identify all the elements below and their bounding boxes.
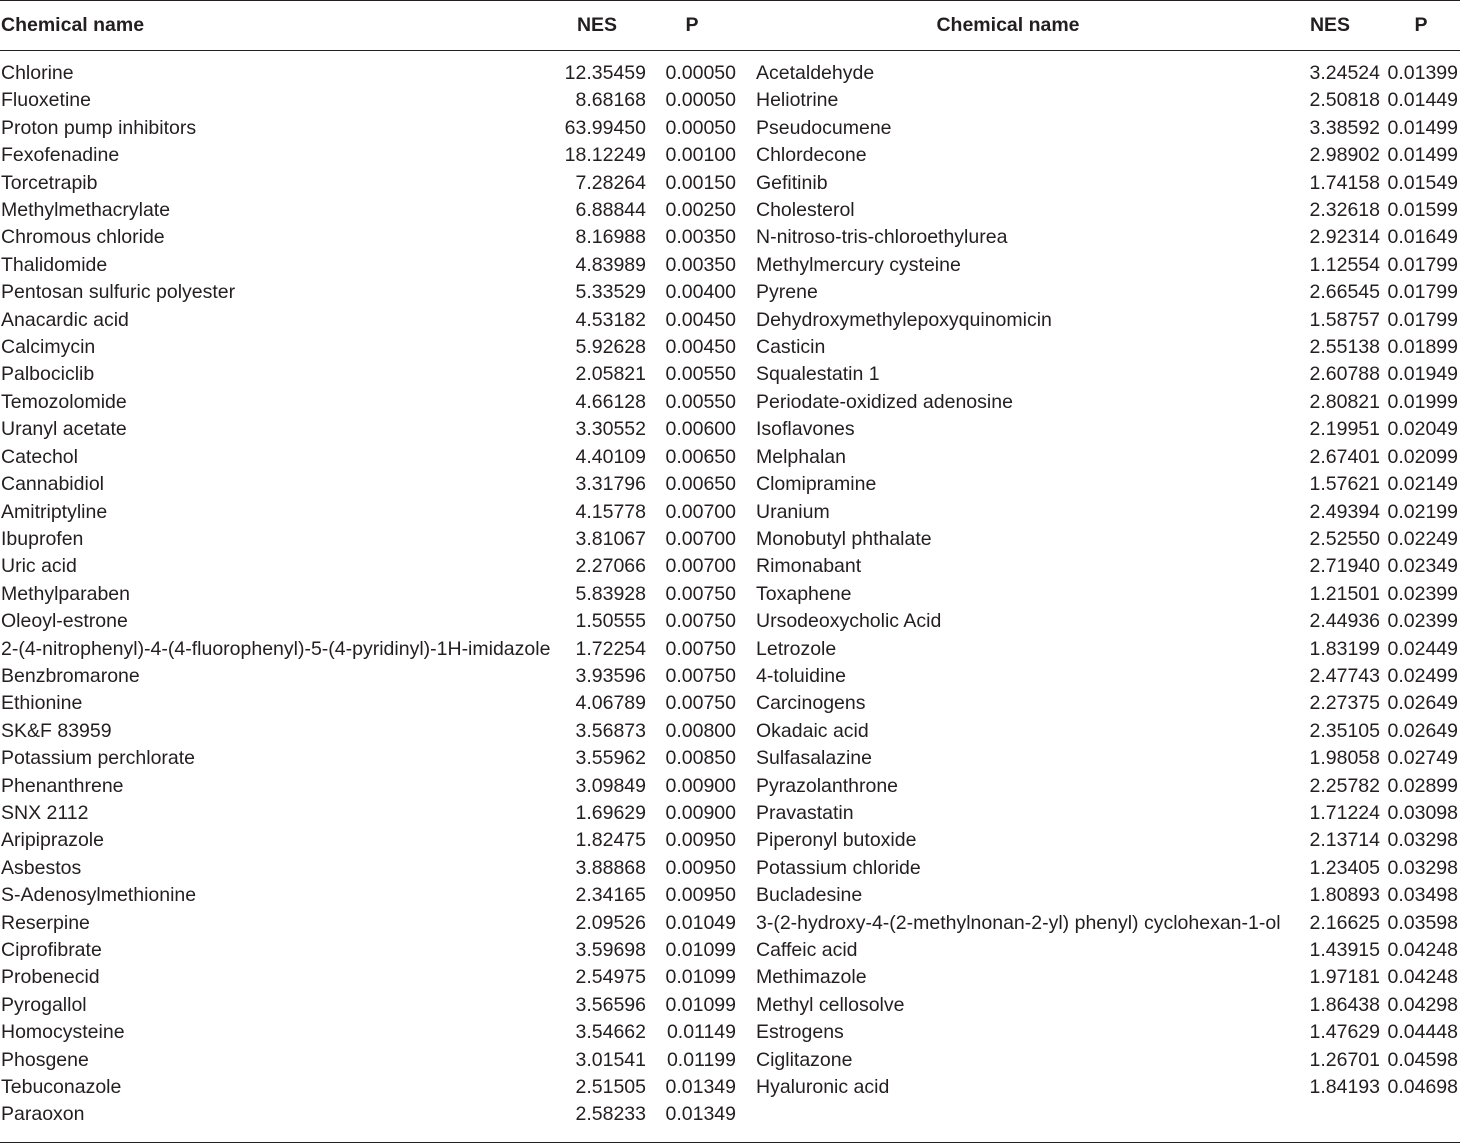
chemical-name-cell: 2-(4-nitrophenyl)-4-(4-fluorophenyl)-5-(4-pyridinyl)-1H-imidazole xyxy=(1,637,551,660)
chemical-name-cell: Bucladesine xyxy=(756,884,863,907)
nes-cell: 3.38592 xyxy=(1309,116,1380,139)
table-row xyxy=(0,1019,1460,1046)
p-value-cell: 0.04448 xyxy=(1387,1021,1458,1044)
nes-cell: 4.40109 xyxy=(575,445,646,468)
table-row xyxy=(0,50,1460,87)
p-value-cell: 0.01599 xyxy=(1387,199,1458,222)
table-row xyxy=(0,608,1460,635)
nes-cell: 3.88868 xyxy=(575,856,646,879)
chemical-name-cell: Uranium xyxy=(756,500,830,523)
table-row xyxy=(0,800,1460,827)
header-p-right: P xyxy=(1414,13,1428,36)
table-row xyxy=(0,581,1460,608)
nes-cell: 3.56873 xyxy=(575,719,646,742)
chemical-name-cell: Ibuprofen xyxy=(1,527,84,550)
nes-cell: 2.32618 xyxy=(1309,199,1380,222)
nes-cell: 1.71224 xyxy=(1309,801,1380,824)
chemical-name-cell: Acetaldehyde xyxy=(756,62,875,84)
table-row xyxy=(0,334,1460,361)
p-value-cell: 0.04248 xyxy=(1387,966,1458,989)
p-value-cell: 0.01649 xyxy=(1387,226,1458,249)
table-row xyxy=(0,718,1460,745)
chemical-name-cell: Rimonabant xyxy=(756,555,862,578)
chemical-name-cell: Dehydroxymethylepoxyquinomicin xyxy=(756,308,1052,331)
nes-cell: 2.19951 xyxy=(1309,418,1380,441)
chemical-name-cell: Phenanthrene xyxy=(1,774,124,797)
nes-cell: 1.84193 xyxy=(1309,1076,1380,1099)
chemical-name-cell: Letrozole xyxy=(756,637,837,660)
chemical-name-cell: Methimazole xyxy=(756,966,867,989)
p-value-cell: 0.00400 xyxy=(665,281,736,304)
chemical-name-cell: Carcinogens xyxy=(756,692,866,715)
nes-cell: 3.54662 xyxy=(575,1021,646,1044)
header-row xyxy=(0,0,1460,50)
table-row xyxy=(0,444,1460,471)
p-value-cell: 0.00650 xyxy=(665,473,736,496)
nes-cell: 3.30552 xyxy=(575,418,646,441)
p-value-cell: 0.03098 xyxy=(1387,801,1458,824)
nes-cell: 2.27066 xyxy=(575,555,646,578)
chemical-name-cell: 3-(2-hydroxy-4-(2-methylnonan-2-yl) phenyl) cyclohexan-1-ol xyxy=(756,911,1281,934)
chemical-name-cell: Piperonyl butoxide xyxy=(756,829,917,852)
p-value-cell: 0.02899 xyxy=(1387,774,1458,797)
table-row xyxy=(0,663,1460,690)
nes-cell: 1.80893 xyxy=(1309,884,1380,907)
nes-cell: 5.83928 xyxy=(575,582,646,605)
table-row xyxy=(0,1047,1460,1074)
p-value-cell: 0.00250 xyxy=(665,199,736,222)
table-row xyxy=(0,1074,1460,1101)
nes-cell: 3.59698 xyxy=(575,939,646,961)
nes-cell: 1.83199 xyxy=(1309,637,1380,660)
nes-cell: 2.16625 xyxy=(1309,911,1380,934)
nes-cell: 3.09849 xyxy=(575,774,646,797)
chemical-name-cell: Hyaluronic acid xyxy=(756,1076,890,1099)
nes-cell: 1.57621 xyxy=(1309,473,1380,496)
nes-cell: 1.50555 xyxy=(575,610,646,633)
chemical-name-cell: Monobutyl phthalate xyxy=(756,527,932,550)
table-row xyxy=(0,855,1460,882)
p-value-cell: 0.02149 xyxy=(1387,473,1458,496)
chemical-name-cell: Methylmercury cysteine xyxy=(756,253,961,276)
p-value-cell: 0.02049 xyxy=(1387,418,1458,441)
nes-cell: 3.01541 xyxy=(575,1048,646,1071)
chemical-name-cell: Methylparaben xyxy=(1,582,130,605)
table-row xyxy=(0,773,1460,800)
table-row xyxy=(0,471,1460,498)
chemical-name-cell: Ethionine xyxy=(1,692,83,715)
table-row xyxy=(0,910,1460,937)
table-row xyxy=(0,499,1460,526)
p-value-cell: 0.01799 xyxy=(1387,308,1458,331)
nes-cell: 2.71940 xyxy=(1309,555,1380,578)
chemical-name-cell: SK&F 83959 xyxy=(1,719,112,742)
chemical-name-cell: Phosgene xyxy=(1,1048,89,1071)
chemical-name-cell: Pyrogallol xyxy=(1,993,87,1016)
chemical-name-cell: Potassium perchlorate xyxy=(1,747,196,770)
chemical-name-cell: Oleoyl-estrone xyxy=(1,610,128,633)
p-value-cell: 0.01149 xyxy=(666,1021,736,1044)
p-value-cell: 0.02199 xyxy=(1387,500,1458,523)
p-value-cell: 0.00100 xyxy=(665,144,736,167)
nes-cell: 2.60788 xyxy=(1309,363,1380,386)
chemical-name-cell: Tebuconazole xyxy=(1,1076,122,1099)
nes-cell: 12.35459 xyxy=(564,62,646,84)
p-value-cell: 0.03298 xyxy=(1387,856,1458,879)
header-chemical-name-left: Chemical name xyxy=(1,13,145,36)
chemical-name-cell: Fluoxetine xyxy=(1,89,91,112)
chemical-name-cell: Pyrazolanthrone xyxy=(756,774,899,797)
chemical-name-cell: Periodate-oxidized adenosine xyxy=(756,390,1013,413)
chemical-name-cell: Chromous chloride xyxy=(1,226,165,249)
nes-cell: 1.82475 xyxy=(575,829,646,852)
p-value-cell: 0.02749 xyxy=(1387,747,1458,770)
chemical-name-cell: Pravastatin xyxy=(756,801,854,824)
p-value-cell: 0.01549 xyxy=(1387,171,1458,194)
table-row xyxy=(0,389,1460,416)
nes-cell: 1.26701 xyxy=(1309,1048,1380,1071)
nes-cell: 2.92314 xyxy=(1309,226,1380,249)
nes-cell: 5.92628 xyxy=(575,336,646,359)
chemical-name-cell: Paraoxon xyxy=(1,1103,85,1126)
nes-cell: 4.15778 xyxy=(575,500,646,523)
p-value-cell: 0.02649 xyxy=(1387,692,1458,715)
p-value-cell: 0.00900 xyxy=(665,774,736,797)
nes-cell: 1.72254 xyxy=(575,637,646,660)
chemical-name-cell: Asbestos xyxy=(1,856,82,879)
p-value-cell: 0.00050 xyxy=(665,116,736,139)
nes-cell: 1.21501 xyxy=(1309,582,1380,605)
p-value-cell: 0.00700 xyxy=(665,555,736,578)
nes-cell: 1.97181 xyxy=(1309,966,1380,989)
p-value-cell: 0.01949 xyxy=(1387,363,1458,386)
nes-cell: 2.47743 xyxy=(1309,664,1380,687)
header-p-left: P xyxy=(685,13,699,36)
p-value-cell: 0.01099 xyxy=(665,993,736,1016)
chemical-name-cell: Aripiprazole xyxy=(1,829,104,852)
p-value-cell: 0.02399 xyxy=(1387,610,1458,633)
nes-cell: 63.99450 xyxy=(564,116,646,139)
p-value-cell: 0.00750 xyxy=(665,582,736,605)
p-value-cell: 0.02349 xyxy=(1387,555,1458,578)
chemical-name-cell: Catechol xyxy=(1,445,78,468)
chemical-name-cell: 4-toluidine xyxy=(756,664,846,687)
chemical-name-cell: Palbociclib xyxy=(1,363,95,386)
nes-cell: 4.83989 xyxy=(575,253,646,276)
table-row xyxy=(0,197,1460,224)
p-value-cell: 0.02649 xyxy=(1387,719,1458,742)
nes-cell: 2.35105 xyxy=(1309,719,1380,742)
table-row xyxy=(0,937,1460,964)
p-value-cell: 0.00750 xyxy=(665,610,736,633)
p-value-cell: 0.02449 xyxy=(1387,637,1458,660)
chemical-name-cell: Clomipramine xyxy=(756,473,877,496)
p-value-cell: 0.00050 xyxy=(665,62,736,84)
chemical-name-cell: Methyl cellosolve xyxy=(756,993,905,1016)
chemical-name-cell: Ursodeoxycholic Acid xyxy=(756,610,942,633)
header-nes-right: NES xyxy=(1309,13,1351,36)
table-row xyxy=(0,252,1460,279)
nes-cell: 1.43915 xyxy=(1309,939,1380,961)
p-value-cell: 0.00900 xyxy=(665,801,736,824)
chemical-name-cell: Estrogens xyxy=(756,1021,844,1044)
table-row xyxy=(0,87,1460,114)
nes-cell: 2.49394 xyxy=(1309,500,1380,523)
nes-cell: 1.86438 xyxy=(1309,993,1380,1016)
p-value-cell: 0.00350 xyxy=(665,253,736,276)
p-value-cell: 0.02099 xyxy=(1387,445,1458,468)
header-chemical-name-right: Chemical name xyxy=(936,13,1080,36)
nes-cell: 2.51505 xyxy=(575,1076,646,1099)
nes-cell: 2.66545 xyxy=(1309,281,1380,304)
nes-cell: 2.80821 xyxy=(1309,390,1380,413)
chemical-name-cell: Proton pump inhibitors xyxy=(1,116,197,139)
chemical-name-cell: Toxaphene xyxy=(756,582,852,605)
nes-cell: 2.27375 xyxy=(1309,692,1380,715)
p-value-cell: 0.01199 xyxy=(666,1048,736,1071)
p-value-cell: 0.03298 xyxy=(1387,829,1458,852)
nes-cell: 3.93596 xyxy=(575,664,646,687)
nes-cell: 2.05821 xyxy=(575,363,646,386)
nes-cell: 2.50818 xyxy=(1309,89,1380,112)
p-value-cell: 0.00550 xyxy=(665,363,736,386)
chemical-name-cell: Okadaic acid xyxy=(756,719,869,742)
chemical-name-cell: Probenecid xyxy=(1,966,100,989)
table-row xyxy=(0,526,1460,553)
nes-cell: 3.24524 xyxy=(1309,62,1380,84)
p-value-cell: 0.01499 xyxy=(1387,144,1458,167)
nes-cell: 4.66128 xyxy=(575,390,646,413)
table-row xyxy=(0,115,1460,142)
chemical-name-cell: Pentosan sulfuric polyester xyxy=(1,281,236,304)
nes-cell: 6.88844 xyxy=(575,199,646,222)
table-row xyxy=(0,416,1460,443)
bottom-rule xyxy=(0,1142,1460,1143)
table-row xyxy=(0,964,1460,991)
chemical-name-cell: Sulfasalazine xyxy=(756,747,872,770)
p-value-cell: 0.01049 xyxy=(665,911,736,934)
chemical-name-cell: N-nitroso-tris-chloroethylurea xyxy=(756,226,1008,249)
nes-cell: 2.25782 xyxy=(1309,774,1380,797)
nes-cell: 8.16988 xyxy=(575,226,646,249)
nes-cell: 1.74158 xyxy=(1309,171,1380,194)
table-row xyxy=(0,690,1460,717)
table-row xyxy=(0,882,1460,909)
chemical-name-cell: Melphalan xyxy=(756,445,846,468)
chemical-name-cell: Casticin xyxy=(756,336,826,359)
table-row xyxy=(0,170,1460,197)
table-row xyxy=(0,827,1460,854)
table-row xyxy=(0,224,1460,251)
chemical-name-cell: Pseudocumene xyxy=(756,116,892,139)
chemical-name-cell: Gefitinib xyxy=(756,171,828,194)
p-value-cell: 0.00450 xyxy=(665,336,736,359)
chemical-name-cell: Torcetrapib xyxy=(1,171,98,194)
chemical-name-cell: S-Adenosylmethionine xyxy=(1,884,197,907)
chemical-name-cell: Fexofenadine xyxy=(1,144,120,167)
nes-cell: 3.56596 xyxy=(575,993,646,1016)
chemical-name-cell: Ciprofibrate xyxy=(1,939,102,961)
p-value-cell: 0.00050 xyxy=(665,89,736,112)
table-row xyxy=(0,636,1460,663)
p-value-cell: 0.00950 xyxy=(665,829,736,852)
nes-cell: 2.09526 xyxy=(575,911,646,934)
p-value-cell: 0.00950 xyxy=(665,884,736,907)
chemical-name-cell: Uric acid xyxy=(1,555,77,578)
nes-cell: 4.06789 xyxy=(575,692,646,715)
p-value-cell: 0.01799 xyxy=(1387,281,1458,304)
chemical-name-cell: Methylmethacrylate xyxy=(1,199,171,222)
chemical-name-cell: Cannabidiol xyxy=(1,473,104,496)
nes-cell: 2.67401 xyxy=(1309,445,1380,468)
p-value-cell: 0.01349 xyxy=(665,1103,736,1126)
p-value-cell: 0.01999 xyxy=(1387,390,1458,413)
p-value-cell: 0.00700 xyxy=(665,500,736,523)
p-value-cell: 0.01099 xyxy=(665,966,736,989)
p-value-cell: 0.01449 xyxy=(1387,89,1458,112)
chemical-name-cell: Chlorine xyxy=(1,62,74,84)
nes-cell: 3.31796 xyxy=(575,473,646,496)
nes-cell: 2.98902 xyxy=(1309,144,1380,167)
table-body xyxy=(0,50,1460,1129)
nes-cell: 1.12554 xyxy=(1309,253,1380,276)
chemical-name-cell: Squalestatin 1 xyxy=(756,363,880,386)
p-value-cell: 0.04298 xyxy=(1387,993,1458,1016)
nes-cell: 1.23405 xyxy=(1309,856,1380,879)
nes-cell: 3.55962 xyxy=(575,747,646,770)
p-value-cell: 0.04248 xyxy=(1387,939,1458,961)
chemical-name-cell: Reserpine xyxy=(1,911,90,934)
p-value-cell: 0.03498 xyxy=(1387,884,1458,907)
nes-cell: 8.68168 xyxy=(575,89,646,112)
table-row xyxy=(0,992,1460,1019)
nes-cell: 1.69629 xyxy=(575,801,646,824)
p-value-cell: 0.00600 xyxy=(665,418,736,441)
chemical-name-cell: Heliotrine xyxy=(756,89,839,112)
nes-cell: 2.13714 xyxy=(1309,829,1380,852)
p-value-cell: 0.00450 xyxy=(665,308,736,331)
nes-cell: 2.58233 xyxy=(575,1103,646,1126)
nes-cell: 5.33529 xyxy=(575,281,646,304)
table-row xyxy=(0,307,1460,334)
nes-cell xyxy=(1278,1101,1382,1128)
nes-cell: 7.28264 xyxy=(575,171,646,194)
p-value-cell: 0.02399 xyxy=(1387,582,1458,605)
table-row xyxy=(0,745,1460,772)
p-value-cell: 0.00150 xyxy=(665,171,736,194)
p-value-cell: 0.00800 xyxy=(665,719,736,742)
p-value-cell: 0.02249 xyxy=(1387,527,1458,550)
nes-cell: 3.81067 xyxy=(575,527,646,550)
chemical-name-cell: SNX 2112 xyxy=(1,801,89,824)
p-value-cell: 0.02499 xyxy=(1387,664,1458,687)
p-value-cell: 0.00550 xyxy=(665,390,736,413)
nes-cell: 2.55138 xyxy=(1309,336,1380,359)
p-value-cell: 0.01499 xyxy=(1387,116,1458,139)
chemical-name-cell: Pyrene xyxy=(756,281,818,304)
nes-cell: 1.58757 xyxy=(1309,308,1380,331)
p-value-cell: 0.00350 xyxy=(665,226,736,249)
p-value-cell: 0.01349 xyxy=(665,1076,736,1099)
p-value-cell: 0.01099 xyxy=(665,939,736,961)
nes-cell: 2.54975 xyxy=(575,966,646,989)
p-value-cell: 0.00750 xyxy=(665,664,736,687)
table-row xyxy=(0,279,1460,306)
p-value-cell: 0.00850 xyxy=(665,747,736,770)
chemical-name-cell: Anacardic acid xyxy=(1,308,129,331)
chemical-name-cell: Cholesterol xyxy=(756,199,855,222)
chemical-name-cell: Amitriptyline xyxy=(1,500,108,523)
nes-cell: 18.12249 xyxy=(564,144,646,167)
chemical-name-cell: Ciglitazone xyxy=(756,1048,853,1071)
nes-cell: 2.52550 xyxy=(1309,527,1380,550)
chemical-name-cell: Isoflavones xyxy=(756,418,855,441)
table-row xyxy=(0,361,1460,388)
table-row xyxy=(0,142,1460,169)
nes-cell: 4.53182 xyxy=(575,308,646,331)
p-value-cell: 0.04698 xyxy=(1387,1076,1458,1099)
chemical-name-cell: Benzbromarone xyxy=(1,664,140,687)
table-row xyxy=(0,553,1460,580)
p-value-cell: 0.01899 xyxy=(1387,336,1458,359)
chemical-name-cell: Caffeic acid xyxy=(756,939,858,961)
p-value-cell: 0.04598 xyxy=(1387,1048,1458,1071)
chemical-name-cell: Chlordecone xyxy=(756,144,867,167)
nes-cell: 1.98058 xyxy=(1309,747,1380,770)
p-value-cell: 0.03598 xyxy=(1387,911,1458,934)
p-value-cell: 0.00750 xyxy=(665,692,736,715)
chemical-name-cell: Calcimycin xyxy=(1,336,96,359)
p-value-cell: 0.00750 xyxy=(665,637,736,660)
chemical-name-cell: Thalidomide xyxy=(1,253,108,276)
chemical-name-cell: Uranyl acetate xyxy=(1,418,127,441)
p-value-cell: 0.01399 xyxy=(1387,62,1458,84)
p-value-cell: 0.00650 xyxy=(665,445,736,468)
header-nes-left: NES xyxy=(576,13,618,36)
p-value-cell: 0.01799 xyxy=(1387,253,1458,276)
chemical-name-cell: Temozolomide xyxy=(1,390,127,413)
table-row xyxy=(0,1101,1460,1128)
chemical-name-cell: Potassium chloride xyxy=(756,856,921,879)
chemical-name-cell xyxy=(738,1101,1278,1128)
nes-cell: 2.34165 xyxy=(575,884,646,907)
nes-cell: 2.44936 xyxy=(1309,610,1380,633)
p-value-cell: 0.00700 xyxy=(665,527,736,550)
nes-cell: 1.47629 xyxy=(1309,1021,1380,1044)
p-value-cell xyxy=(1382,1101,1460,1128)
chemical-name-cell: Homocysteine xyxy=(1,1021,125,1044)
p-value-cell: 0.00950 xyxy=(665,856,736,879)
